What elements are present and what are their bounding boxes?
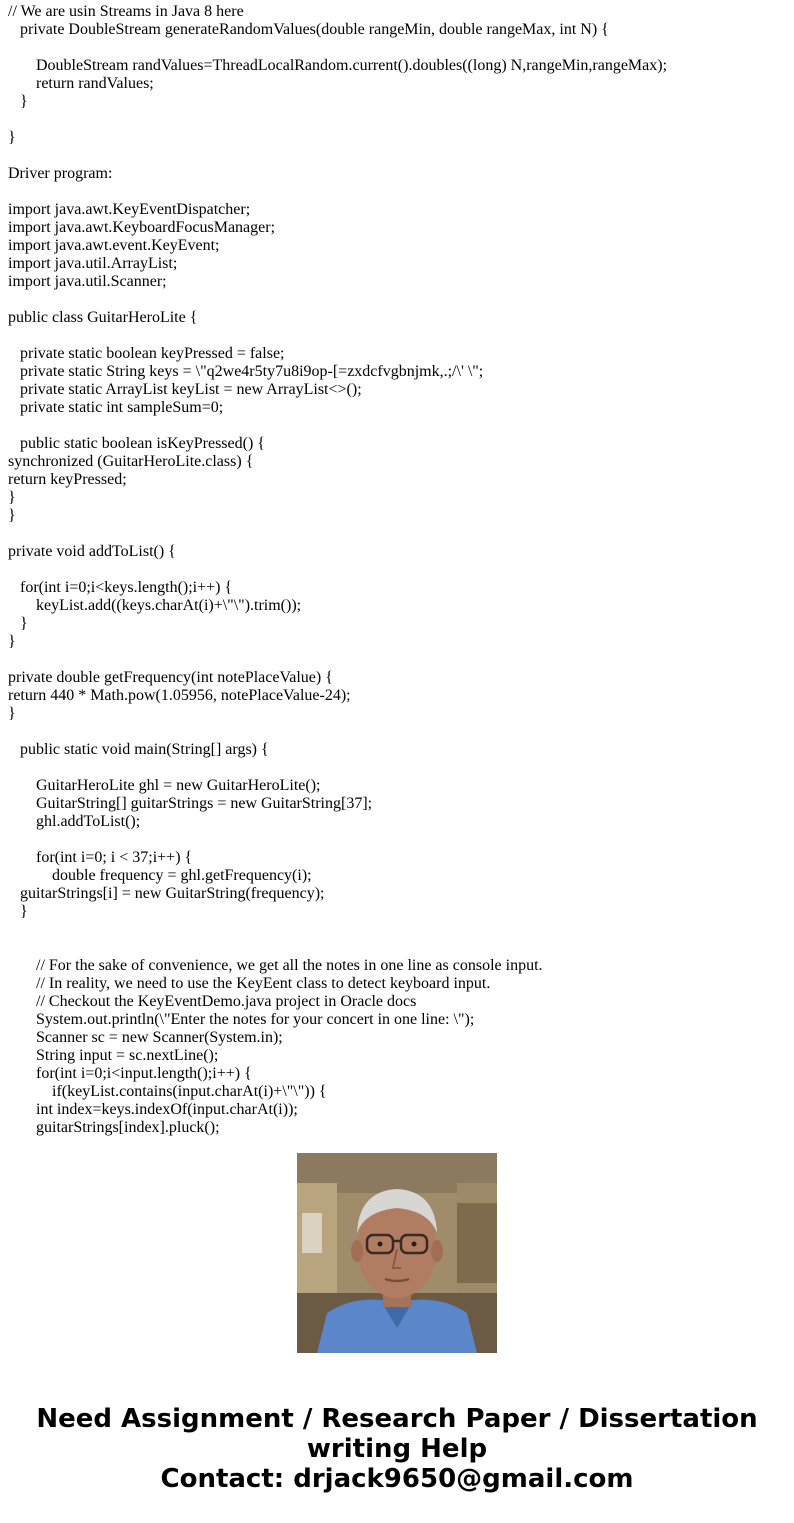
code-line <box>8 183 788 201</box>
code-line: for(int i=0;i<input.length();i++) { <box>8 1065 252 1082</box>
code-line: for(int i=0; i < 37;i++) { <box>8 849 193 866</box>
code-line <box>8 327 788 345</box>
code-line: } <box>8 705 16 722</box>
code-line <box>8 291 788 309</box>
code-line: GuitarString[] guitarStrings = new GuitarString[37]; <box>8 795 373 812</box>
code-line: import java.awt.KeyEventDispatcher; <box>8 201 251 218</box>
code-line <box>8 921 788 939</box>
code-line: guitarStrings[index].pluck(); <box>8 1119 220 1136</box>
promo-line-2: writing Help <box>306 1434 488 1464</box>
code-line <box>8 939 788 957</box>
code-line: import java.util.Scanner; <box>8 273 167 290</box>
code-line: private DoubleStream generateRandomValues(double rangeMin, double rangeMax, int N) { <box>8 21 609 38</box>
code-line: import java.awt.event.KeyEvent; <box>8 237 220 254</box>
promo-banner <box>0 1404 794 1494</box>
code-line <box>8 39 788 57</box>
code-line <box>8 723 788 741</box>
code-line: GuitarHeroLite ghl = new GuitarHeroLite(); <box>8 777 321 794</box>
code-line: private static String keys = \"q2we4r5ty7u8i9op-[=zxdcfvgbnjmk,.;/\' \"; <box>8 363 484 380</box>
promo-line-3: Contact: drjack9650@gmail.com <box>160 1464 634 1494</box>
code-line: return 440 * Math.pow(1.05956, notePlaceValue-24); <box>8 687 351 704</box>
code-line: } <box>8 903 28 920</box>
code-line: } <box>8 507 16 524</box>
code-line: } <box>8 633 16 650</box>
code-line: public static boolean isKeyPressed() { <box>8 435 265 452</box>
code-line: for(int i=0;i<keys.length();i++) { <box>8 579 233 596</box>
code-line: Driver program: <box>8 165 113 182</box>
code-line: int index=keys.indexOf(input.charAt(i)); <box>8 1101 298 1118</box>
code-line: private static int sampleSum=0; <box>8 399 224 416</box>
code-line: import java.util.ArrayList; <box>8 255 178 272</box>
author-avatar <box>297 1153 497 1353</box>
code-line: } <box>8 129 16 146</box>
code-line: Scanner sc = new Scanner(System.in); <box>8 1029 283 1046</box>
code-line: keyList.add((keys.charAt(i)+\"\").trim()); <box>8 597 302 614</box>
code-line: } <box>8 93 28 110</box>
promo-line-1: Need Assignment / Research Paper / Dissertation <box>36 1404 758 1434</box>
code-line: return randValues; <box>8 75 154 92</box>
code-line: import java.awt.KeyboardFocusManager; <box>8 219 276 236</box>
code-line <box>8 111 788 129</box>
code-line: // Checkout the KeyEventDemo.java project in Oracle docs <box>8 993 417 1010</box>
code-line: if(keyList.contains(input.charAt(i)+\"\")) { <box>8 1083 327 1100</box>
code-line: String input = sc.nextLine(); <box>8 1047 219 1064</box>
code-line: double frequency = ghl.getFrequency(i); <box>8 867 312 884</box>
code-line: // For the sake of convenience, we get all the notes in one line as console input. <box>8 957 543 974</box>
author-photo <box>297 1153 497 1353</box>
code-line <box>8 831 788 849</box>
code-line: return keyPressed; <box>8 471 127 488</box>
code-line: } <box>8 615 28 632</box>
code-line: synchronized (GuitarHeroLite.class) { <box>8 453 254 470</box>
code-line <box>8 147 788 165</box>
code-line: } <box>8 489 16 506</box>
code-line: private void addToList() { <box>8 543 176 560</box>
code-line <box>8 561 788 579</box>
code-line: public static void main(String[] args) { <box>8 741 269 758</box>
code-line: guitarStrings[i] = new GuitarString(frequency); <box>8 885 325 902</box>
code-line: private static ArrayList keyList = new ArrayList<>(); <box>8 381 362 398</box>
code-line: ghl.addToList(); <box>8 813 141 830</box>
code-listing <box>8 3 788 1136</box>
code-line <box>8 525 788 543</box>
code-line: private double getFrequency(int notePlaceValue) { <box>8 669 333 686</box>
code-line: // We are usin Streams in Java 8 here <box>8 3 244 20</box>
code-line: // In reality, we need to use the KeyEent class to detect keyboard input. <box>8 975 491 992</box>
code-line: private static boolean keyPressed = false; <box>8 345 285 362</box>
code-line <box>8 651 788 669</box>
code-line <box>8 417 788 435</box>
code-line: public class GuitarHeroLite { <box>8 309 198 326</box>
code-line <box>8 759 788 777</box>
code-line: DoubleStream randValues=ThreadLocalRandom.current().doubles((long) N,rangeMin,rangeMax); <box>8 57 668 74</box>
code-line: System.out.println(\"Enter the notes for your concert in one line: \"); <box>8 1011 475 1028</box>
